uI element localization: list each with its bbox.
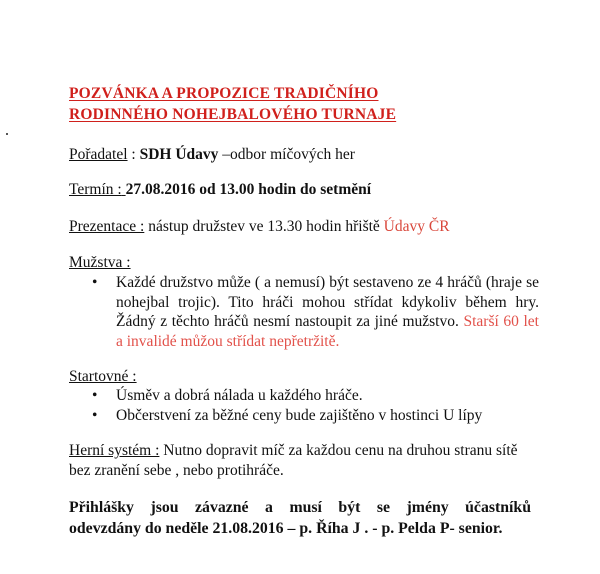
organizer-name: SDH Údavy <box>139 146 219 163</box>
applications-line-1: Přihlášky jsou závazné a musí být se jmény účastníků <box>69 499 531 516</box>
organizer-line <box>69 145 355 165</box>
teams-list <box>69 273 539 351</box>
registration-label: Prezentace : <box>69 218 145 235</box>
bullet-icon: • <box>92 387 98 404</box>
list-item <box>69 406 539 426</box>
registration-line <box>69 217 450 237</box>
game-system-paragraph <box>69 441 534 481</box>
title-line-1: POZVÁNKA A PROPOZICE TRADIČNÍHO <box>69 85 379 102</box>
bullet-icon: • <box>92 406 98 424</box>
date-line <box>69 180 371 200</box>
teams-heading: Mužstva : <box>69 254 131 271</box>
scan-artifact-dot <box>6 133 8 135</box>
starting-fee-item: Úsměv a dobrá nálada u každého hráče. <box>116 387 363 404</box>
title-line-2: RODINNÉHO NOHEJBALOVÉHO TURNAJE <box>69 106 397 123</box>
starting-fee-item: Občerstvení za běžné ceny bude zajištěno v hostinci U lípy <box>116 406 483 424</box>
registration-text: nástup družstev ve 13.30 hodin hřiště <box>144 218 384 235</box>
organizer-rest: –odbor míčových her <box>218 146 355 163</box>
starting-fee-heading: Startovné : <box>69 368 137 385</box>
applications-paragraph <box>69 497 531 539</box>
bullet-icon: • <box>92 274 98 291</box>
list-item <box>69 386 539 406</box>
game-system-label: Herní systém : <box>69 442 160 459</box>
organizer-label: Pořadatel <box>69 146 128 163</box>
document-title <box>69 84 396 125</box>
list-item <box>69 273 539 351</box>
teams-bullet-highlight: Starší 60 let a invalidé můžou střídat nepřetržitě. <box>116 313 539 350</box>
game-system-text: Nutno dopravit míč za každou cenu na druhou stranu sítě bez zranění sebe , nebo protihráče. <box>69 442 518 479</box>
applications-line-2: odevzdány do neděle 21.08.2016 – p. Říha J . - p. Pelda P- senior. <box>69 520 503 537</box>
teams-bullet-text: Každé družstvo může ( a nemusí) být sestaveno ze 4 hráčů (hraje se nohejbal trojic). Tito hráči mohou střídat kdykoliv během hry. Žádný z těchto hráčů nesmí nastoupit za jiné mužstvo. <box>116 274 539 330</box>
date-label: Termín : <box>69 181 122 198</box>
starting-fee-list <box>69 386 539 425</box>
organizer-separator: : <box>127 146 140 163</box>
registration-place: Údavy ČR <box>383 218 450 235</box>
date-value: 27.08.2016 od 13.00 hodin do setmění <box>125 181 372 198</box>
